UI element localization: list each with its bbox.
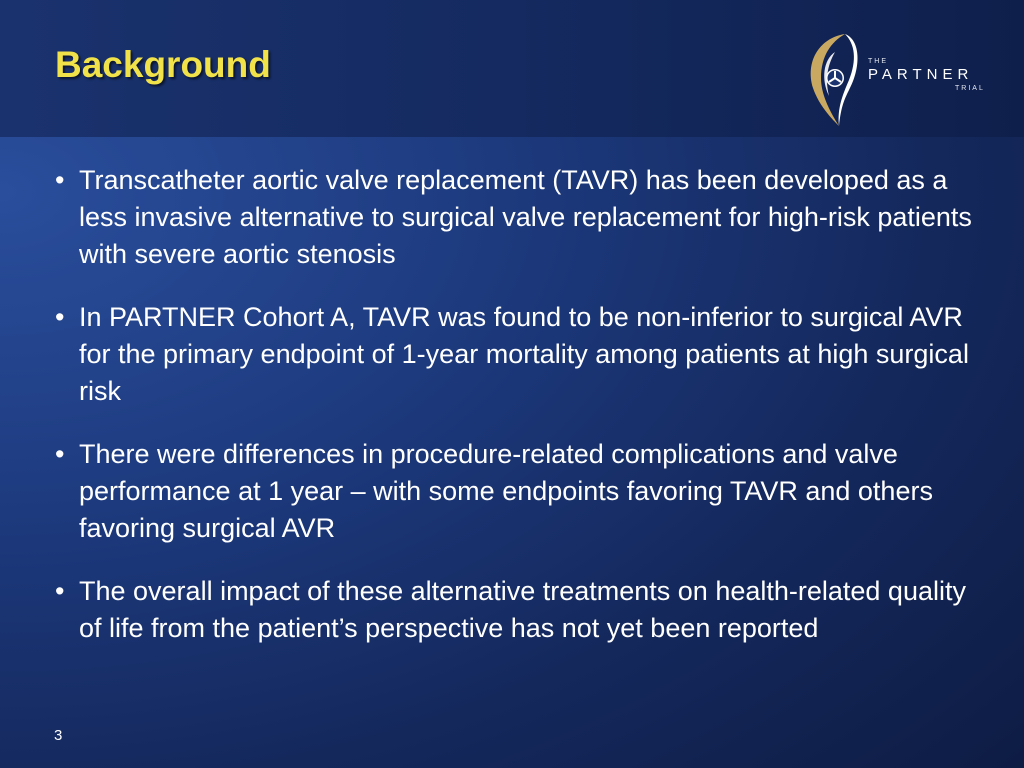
- heart-valve-icon: [805, 30, 865, 130]
- bullet-text: There were differences in procedure-related complications and valve performance at 1 year – with some endpoints favoring TAVR and others favoring surgical AVR: [79, 439, 933, 543]
- bullet-text: In PARTNER Cohort A, TAVR was found to be non-inferior to surgical AVR for the primary endpoint of 1-year mortality among patients at high surgical risk: [79, 302, 969, 406]
- page-number: 3: [54, 727, 63, 744]
- bullet-item: [55, 162, 975, 273]
- bullet-list: [55, 162, 975, 673]
- bullet-item: [55, 299, 975, 410]
- logo-partner-text: PARTNER: [868, 66, 974, 83]
- slide-title: Background: [55, 44, 271, 85]
- bullet-text: Transcatheter aortic valve replacement (TAVR) has been developed as a less invasive alternative to surgical valve replacement for high-risk patients with severe aortic stenosis: [79, 165, 972, 269]
- bullet-marker: •: [55, 439, 65, 469]
- partner-trial-logo: [805, 30, 1005, 130]
- bullet-marker: •: [55, 576, 65, 606]
- bullet-marker: •: [55, 302, 65, 332]
- bullet-item: [55, 436, 975, 547]
- logo-trial-text: TRIAL: [955, 85, 985, 92]
- logo-the-text: THE: [868, 58, 888, 65]
- bullet-text: The overall impact of these alternative treatments on health-related quality of life from the patient’s perspective has not yet been reported: [79, 576, 966, 643]
- bullet-item: [55, 573, 975, 647]
- bullet-marker: •: [55, 165, 65, 195]
